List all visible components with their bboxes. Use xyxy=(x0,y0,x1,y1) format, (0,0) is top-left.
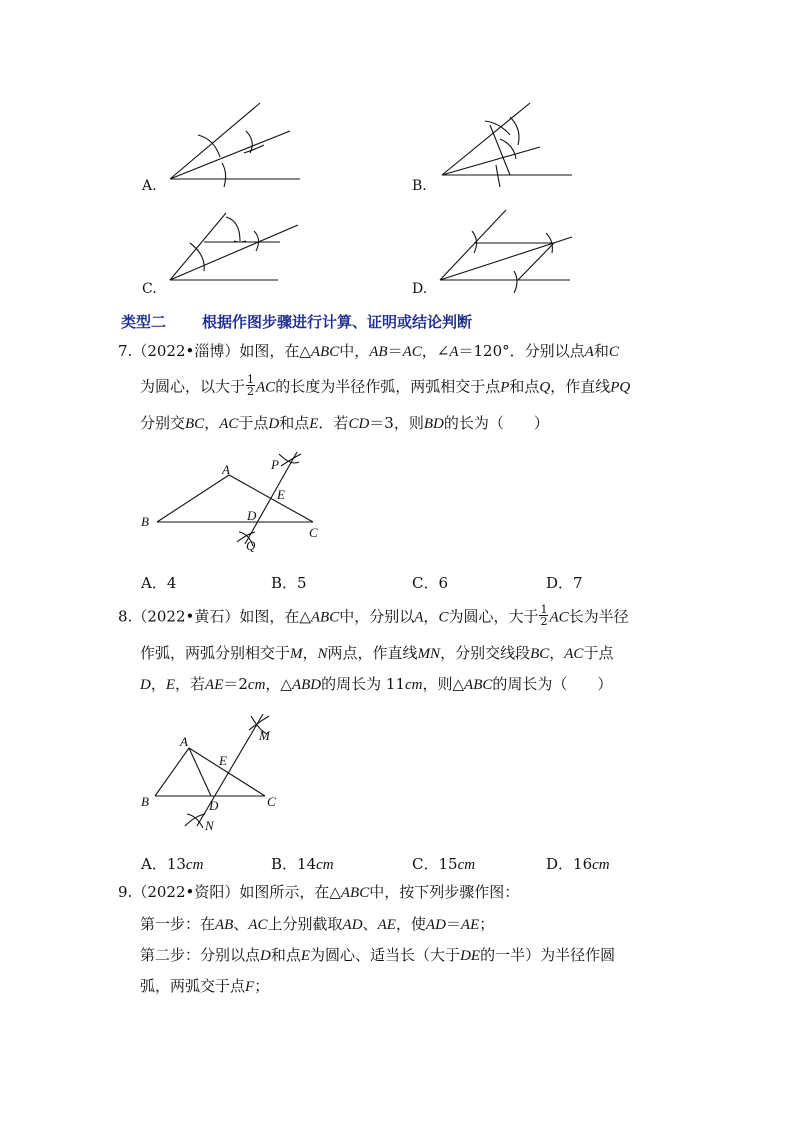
q8-label-n: N xyxy=(205,818,214,833)
q8-line-3: D，E，若AE＝2cm，△ABD的周长为 11cm，则△ABC的周长为（ ） xyxy=(140,675,613,693)
q9-step-2-cont: 弧，两弧交于点F； xyxy=(140,977,270,995)
q8-label-m: M xyxy=(259,728,270,743)
q8-label-c: C xyxy=(267,794,276,809)
figure-option-c xyxy=(160,205,320,290)
q8-figure xyxy=(135,706,295,841)
q7-label-a: A xyxy=(222,462,230,477)
q7-line-2: 为圆心，以大于 $\frac{1}{2}$ AC的长度为半径作弧，两弧相交于点P和点Q，作直线PQ xyxy=(140,373,631,398)
q7-figure xyxy=(135,448,335,558)
q7-label-b: B xyxy=(141,514,149,529)
q8-line-mn xyxy=(197,714,263,826)
q8-label-d: D xyxy=(209,798,219,813)
q7-choice-d[interactable]: D．7 xyxy=(546,574,583,592)
q9-step-1: 第一步：在AB、AC上分别截取AD、AE，使AD＝AE； xyxy=(140,915,495,933)
q7-choice-b[interactable]: B．5 xyxy=(271,574,307,592)
q8-choice-d[interactable]: D．16cm xyxy=(546,855,610,873)
option-a-label: A. xyxy=(142,178,157,194)
q7-label-d: D xyxy=(247,508,257,523)
q7-segment-ab xyxy=(157,475,229,522)
q8-choice-a[interactable]: A．13cm xyxy=(141,855,204,873)
q7-choice-c[interactable]: C．6 xyxy=(412,574,449,592)
q9-step-2: 第二步：分别以点D和点E为圆心、适当长（大于DE的一半）为半径作圆 xyxy=(140,946,616,964)
type2-heading xyxy=(121,311,472,332)
q8-segment-ab xyxy=(155,748,189,796)
q8-choice-b[interactable]: B．14cm xyxy=(271,855,334,873)
option-b-label: B. xyxy=(412,178,427,194)
q7-choice-a[interactable]: A．4 xyxy=(141,574,177,592)
type2-label: 类型二 xyxy=(121,313,167,331)
q7-label-q: Q xyxy=(246,538,256,553)
option-c-label: C. xyxy=(142,281,157,297)
q8-label-b: B xyxy=(141,794,149,809)
q7-line-3: 分别交BC，AC于点D和点E．若CD＝3，则BD的长为（ ） xyxy=(140,414,549,432)
q8-label-e: E xyxy=(219,753,227,768)
q7-label-p: P xyxy=(271,457,279,472)
figure-option-d xyxy=(430,205,580,295)
q8-line-1: 8.（2022•黄石）如图，在△ABC中，分别以A，C为圆心，大于 $\frac{1}{2}$ AC长为半径 xyxy=(118,603,629,628)
figure-option-b xyxy=(430,95,580,195)
q8-choice-c[interactable]: C．15cm xyxy=(412,855,476,873)
fraction-half: $\frac{1}{2}$ xyxy=(247,373,255,398)
q7-label-c: C xyxy=(309,525,318,540)
q9-line-1: 9.（2022•资阳）如图所示，在△ABC中，按下列步骤作图： xyxy=(118,883,520,901)
fraction-half: $\frac{1}{2}$ xyxy=(540,603,548,628)
type2-title: 根据作图步骤进行计算、证明或结论判断 xyxy=(202,313,473,331)
q8-line-2: 作弧，两弧分别相交于M，N两点，作直线MN，分别交线段BC，AC于点 xyxy=(140,644,614,662)
q7-label-e: E xyxy=(277,487,285,502)
q7-line-1: 7.（2022•淄博）如图，在△ABC中，AB＝AC，∠A＝120°．分别以点A和C xyxy=(118,342,619,360)
option-d-label: D. xyxy=(412,281,428,297)
q8-label-a: A xyxy=(180,734,188,749)
figure-option-a xyxy=(160,95,320,195)
